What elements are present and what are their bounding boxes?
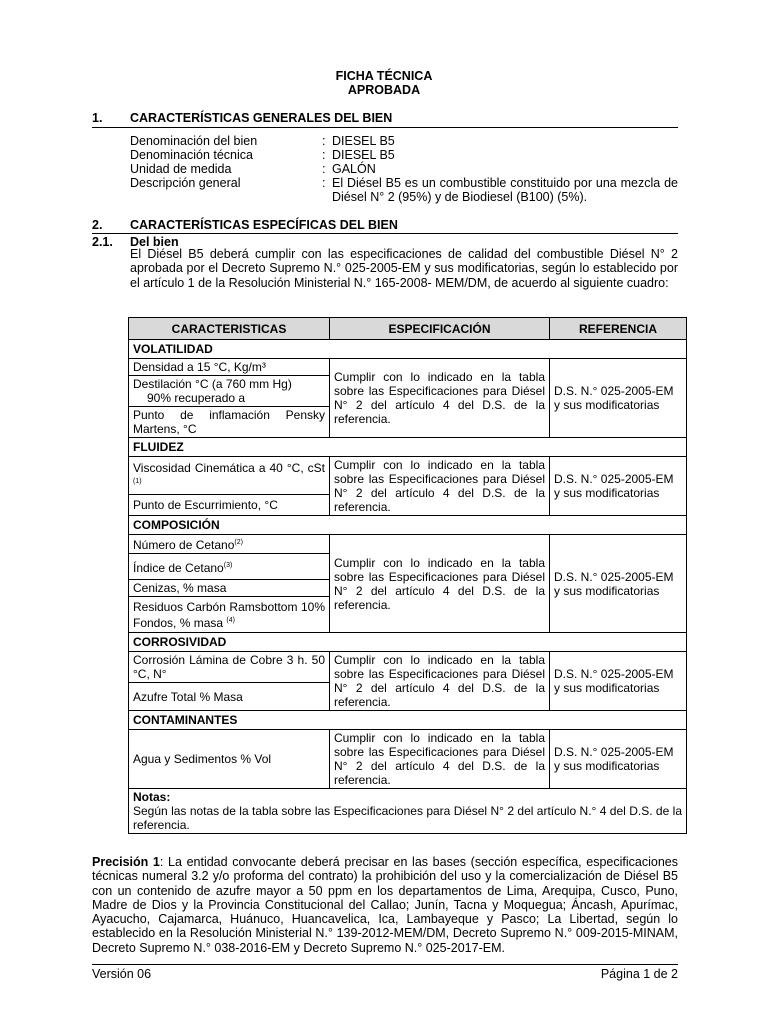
subsection-paragraph: El Diésel B5 deberá cumplir con las especificaciones de calidad del combustible Diésel N° 2 aprobada por el Decreto Supremo N.° 025-2005-EM y sus modificatorias, según lo establecido por el artículo 1 de la Resolución Ministerial N.° 165-2008- MEM/DM, de acuerdo al siguiente cuadro: — [130, 247, 678, 290]
param-cenizas: Cenizas, % masa — [129, 580, 330, 597]
note-ref: (3) — [223, 561, 233, 569]
note-ref: (4) — [226, 616, 235, 624]
group-fluidez: FLUIDEZ — [129, 438, 687, 457]
info-colon: : — [322, 134, 326, 148]
subsection-number: 2.1. — [92, 235, 113, 249]
info-value: DIESEL B5 — [332, 134, 395, 148]
precision-label: Precisión 1 — [92, 855, 160, 869]
group-corrosividad: CORROSIVIDAD — [129, 633, 687, 652]
ref-corrosividad: D.S. N.° 025-2005-EM y sus modificatorias — [550, 652, 687, 711]
info-label: Denominación del bien — [130, 134, 258, 148]
param-indice-cetano — [129, 554, 330, 580]
spec-fluidez: Cumplir con lo indicado en la tabla sobre las Especificaciones para Diésel N° 2 del artículo 4 del D.S. de la referencia. — [330, 457, 550, 516]
param-viscosidad — [129, 457, 330, 495]
note-ref: (2) — [234, 539, 243, 546]
ref-fluidez: D.S. N.° 025-2005-EM y sus modificatorias — [550, 457, 687, 516]
header-especificacion: ESPECIFICACIÓN — [330, 318, 550, 340]
notes-title: Notas: — [133, 790, 171, 804]
param-numero-cetano — [129, 535, 330, 554]
footer-rule — [92, 964, 678, 965]
group-composicion: COMPOSICIÓN — [129, 516, 687, 535]
footer-version: Versión 06 — [92, 967, 152, 981]
param-numero-cetano-text: Número de Cetano — [133, 538, 235, 552]
info-label: Descripción general — [130, 176, 241, 190]
ref-composicion: D.S. N.° 025-2005-EM y sus modificatorias — [550, 535, 687, 633]
table-header-row — [129, 318, 687, 340]
doc-title-line2: APROBADA — [347, 83, 421, 97]
notes-text: Según las notas de la tabla sobre las Especificaciones para Diésel N° 2 del artículo N.° 4 del D.S. de la referencia. — [133, 804, 682, 832]
header-referencia: REFERENCIA — [550, 318, 687, 340]
group-volatilidad: VOLATILIDAD — [129, 340, 687, 359]
param-azufre: Azufre Total % Masa — [129, 683, 330, 711]
spec-composicion: Cumplir con lo indicado en la tabla sobre las Especificaciones para Diésel N° 2 del artículo 4 del D.S. de la referencia. — [330, 535, 550, 633]
info-colon: : — [322, 162, 326, 176]
info-colon: : — [322, 176, 326, 190]
specification-table — [128, 317, 687, 834]
spec-volatilidad: Cumplir con lo indicado en la tabla sobre las Especificaciones para Diésel N° 2 del artículo 4 del D.S. de la referencia. — [330, 359, 550, 438]
section2-number: 2. — [92, 218, 103, 232]
info-label: Unidad de medida — [130, 162, 232, 176]
precision-paragraph — [92, 855, 678, 955]
ref-volatilidad: D.S. N.° 025-2005-EM y sus modificatorias — [550, 359, 687, 438]
param-escurrimiento: Punto de Escurrimiento, °C — [129, 495, 330, 516]
param-densidad: Densidad a 15 °C, Kg/m³ — [129, 359, 330, 376]
ref-contaminantes: D.S. N.° 025-2005-EM y sus modificatorias — [550, 730, 687, 789]
group-contaminantes: CONTAMINANTES — [129, 711, 687, 730]
table-notes — [129, 789, 687, 834]
section1-title: CARACTERÍSTICAS GENERALES DEL BIEN — [130, 111, 393, 125]
param-destilacion-line2: 90% recuperado a — [147, 391, 246, 405]
subsection-heading — [92, 235, 179, 249]
section2-rule — [92, 233, 678, 234]
param-residuos — [129, 597, 330, 633]
param-agua: Agua y Sedimentos % Vol — [129, 730, 330, 789]
param-indice-cetano-text: Índice de Cetano — [133, 560, 224, 575]
header-caracteristicas: CARACTERISTICAS — [129, 318, 330, 340]
param-inflamacion: Punto de inflamación Pensky Martens, °C — [129, 407, 330, 438]
doc-title-line1: FICHA TÉCNICA — [335, 69, 433, 83]
spec-contaminantes: Cumplir con lo indicado en la tabla sobre las Especificaciones para Diésel N° 2 del artículo 4 del D.S. de la referencia. — [330, 730, 550, 789]
section1-rule — [92, 127, 678, 128]
footer-page-number: Página 1 de 2 — [600, 967, 678, 981]
param-destilacion-line1: Destilación °C (a 760 mm Hg) — [133, 377, 292, 391]
info-value: GALÓN — [332, 162, 376, 176]
section2-title: CARACTERÍSTICAS ESPECÍFICAS DEL BIEN — [130, 218, 398, 232]
info-value: DIESEL B5 — [332, 148, 395, 162]
info-colon: : — [322, 148, 326, 162]
param-residuos-text: Residuos Carbón Ramsbottom 10% Fondos, % masa — [133, 599, 325, 630]
section1-number: 1. — [92, 111, 103, 125]
param-viscosidad-text: Viscosidad Cinemática a 40 °C, cSt — [133, 460, 325, 475]
precision-text: : La entidad convocante deberá precisar en las bases (sección específica, especificaciones técnicas numeral 3.2 y/o proforma del contrato) la prohibición del uso y la comercialización de Diésel B5 con un contenido de azufre mayor a 50 ppm en los departamentos de Lima, Arequipa, Cusco, Puno, Madre de Dios y la Provincia Constitucional del Callao; Junín, Tacna y Moquegua; Áncash, Apurímac, Ayacucho, Cajamarca, Huánuco, Huancavelica, Ica, Lambayeque y Pasco; La Libertad, según lo establecido en la Resolución Ministerial N.° 139-2012-MEM/DM, Decreto Supremo N.° 009-2015-MINAM, Decreto Supremo N.° 038-2016-EM y Decreto Supremo N.° 025-2017-EM. — [92, 855, 678, 955]
spec-corrosividad: Cumplir con lo indicado en la tabla sobre las Especificaciones para Diésel N° 2 del artículo 4 del D.S. de la referencia. — [330, 652, 550, 711]
subsection-title: Del bien — [130, 235, 179, 249]
info-value: El Diésel B5 es un combustible constituido por una mezcla de Diésel N° 2 (95%) y de Biodiesel (B100) (5%). — [332, 176, 678, 204]
param-destilacion — [129, 376, 330, 407]
param-corrosion: Corrosión Lámina de Cobre 3 h. 50 °C, N° — [129, 652, 330, 683]
info-label: Denominación técnica — [130, 148, 253, 162]
note-ref: (1) — [133, 477, 142, 485]
